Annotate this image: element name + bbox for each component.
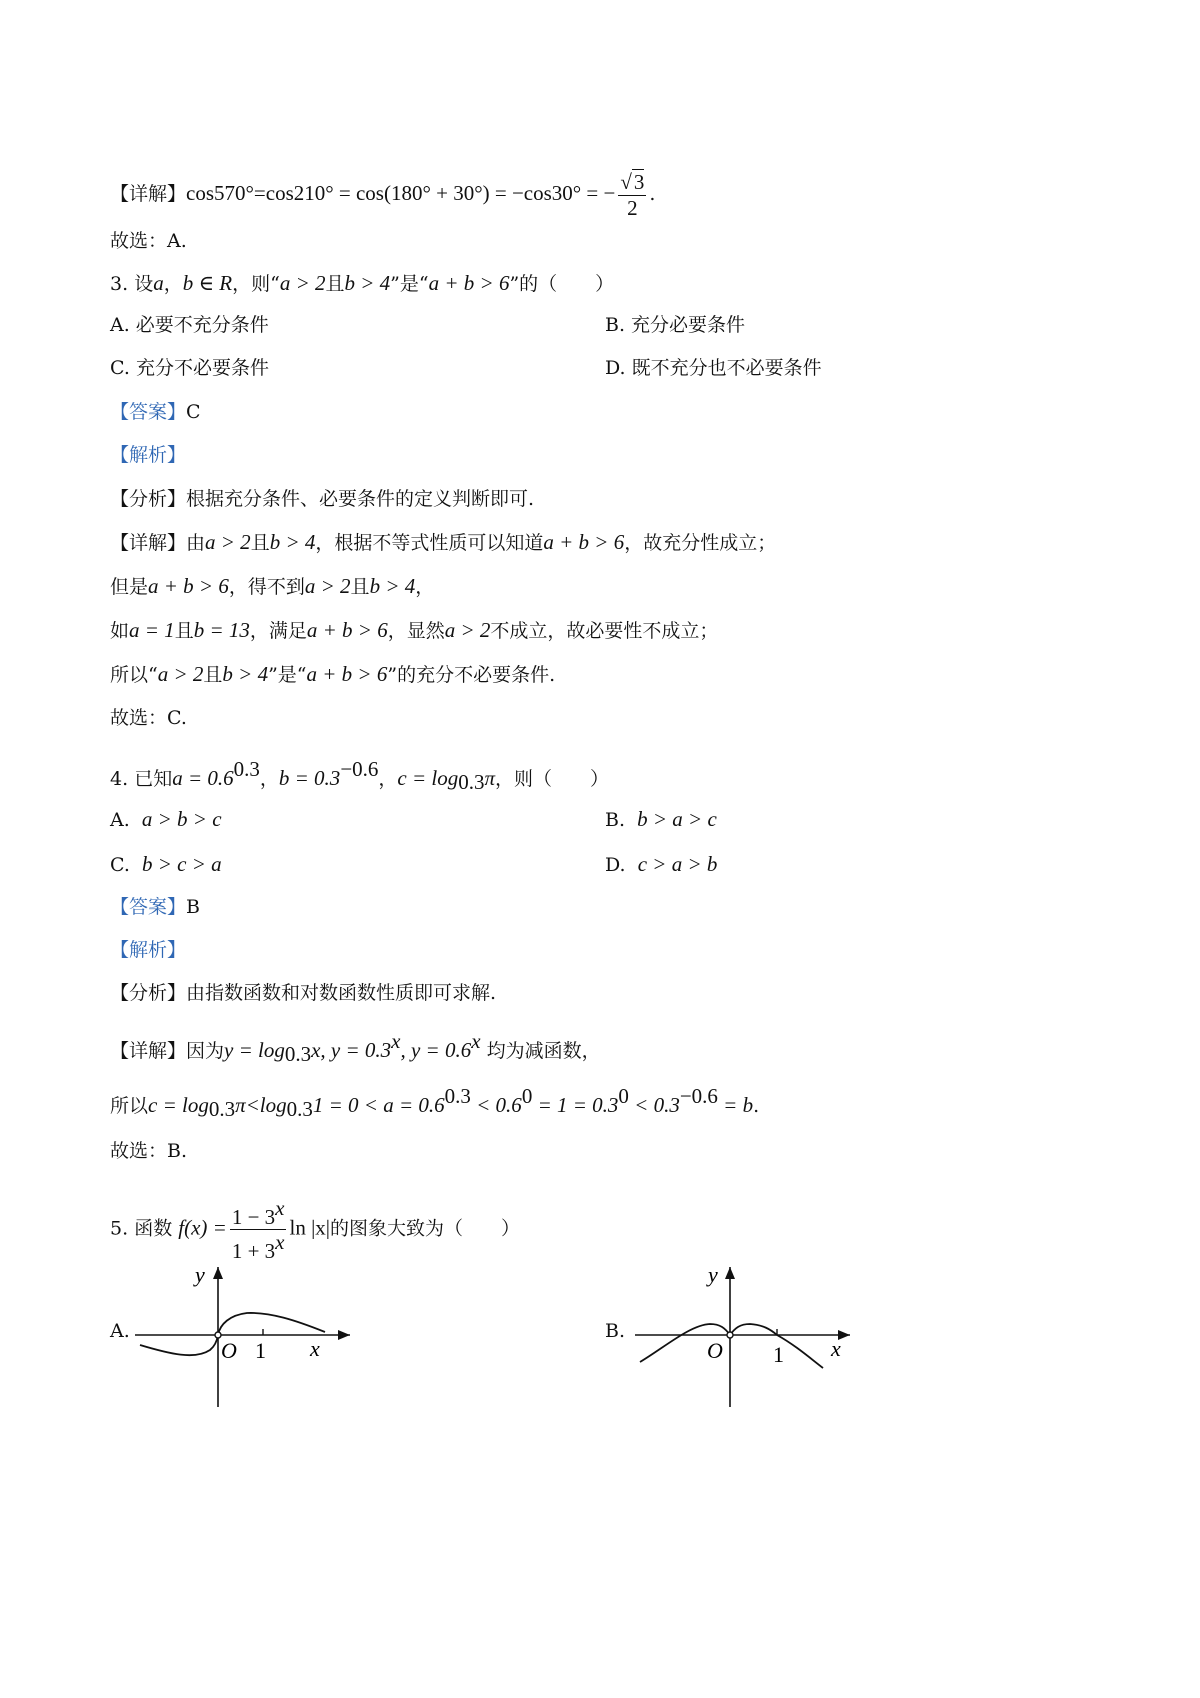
math: = 1 = 0.3	[532, 1093, 619, 1117]
cond-b-gt-4: b > 4	[344, 271, 391, 295]
q2-detail-line	[110, 170, 655, 220]
math: b > 4	[269, 530, 316, 554]
q4-text: 已知	[134, 768, 173, 790]
y-label: y	[708, 1262, 718, 1287]
q4-jiexi: 【解析】	[110, 939, 187, 961]
q5-stem	[110, 1196, 520, 1263]
math: a + b > 6	[148, 574, 229, 598]
option-letter: A.	[110, 809, 130, 831]
frac-den: 2	[627, 196, 638, 220]
q5-option-b-label[interactable]: B.	[605, 1320, 626, 1342]
a-def: a = 0.6	[172, 766, 234, 790]
q3-text: 且	[325, 273, 345, 295]
cond-sum: a + b > 6	[428, 271, 510, 295]
math: π<log	[235, 1093, 287, 1117]
subscript: 0.3	[458, 770, 485, 794]
den-text: 1 + 3	[231, 1239, 276, 1263]
q5-graph-b[interactable]	[635, 1262, 855, 1412]
detail-text: ，满足	[249, 620, 307, 642]
exponent: 0	[521, 1084, 533, 1108]
math: a = 1	[129, 618, 175, 642]
detail-text: ”的充分不必要条件.	[387, 664, 556, 686]
b-in-R: b ∈ R	[182, 271, 233, 295]
frac-num: 3	[633, 170, 645, 194]
detail-text: 【详解】由	[110, 532, 206, 554]
exponent: x	[275, 1196, 285, 1220]
subscript: 0.3	[208, 1097, 236, 1121]
y-label: y	[195, 1262, 205, 1287]
q2-choice: 故选：A.	[110, 230, 187, 252]
q2-expression: cos570°=cos210° = cos(180° + 30°) = −cos30° = −	[186, 181, 616, 205]
f-of-x: f(x) =	[178, 1215, 227, 1240]
q3-number: 3.	[110, 273, 129, 295]
q3-analysis: 【分析】根据充分条件、必要条件的定义判断即可.	[110, 488, 535, 510]
answer-value: B	[186, 896, 200, 918]
math: c = log	[148, 1093, 209, 1117]
detail-text: 均为减函数，	[480, 1040, 601, 1062]
q3-detail-1	[110, 527, 776, 558]
x-axis-arrow	[338, 1330, 350, 1340]
detail-text: ，根据不等式性质可以知道	[315, 532, 544, 554]
math: b > 4	[369, 574, 416, 598]
var-a: a	[153, 271, 164, 295]
q3-option-a[interactable]: A. 必要不充分条件	[110, 314, 269, 336]
q3-stem	[110, 268, 614, 299]
option-letter: D.	[605, 854, 626, 876]
math: a + b > 6	[543, 530, 625, 554]
origin-label: O	[707, 1338, 723, 1363]
math: , y = 0.6	[400, 1038, 472, 1062]
math: a > 2	[205, 530, 251, 554]
q3-detail-3	[110, 615, 718, 646]
q4-detail-2	[110, 1081, 759, 1124]
q3-option-c[interactable]: C. 充分不必要条件	[110, 357, 269, 379]
q5-text: 的图象大致为（ ）	[329, 1217, 520, 1240]
tick-label-1: 1	[255, 1338, 266, 1363]
y-axis-arrow	[213, 1267, 223, 1279]
detail-text: ，	[415, 576, 435, 598]
open-point	[727, 1332, 733, 1338]
option-math: b > a > c	[637, 807, 717, 831]
math: 1 = 0 < a = 0.6	[312, 1093, 445, 1117]
exponent: 0	[618, 1084, 629, 1108]
q4-option-b[interactable]	[605, 804, 717, 835]
sqrt3-over-2: $\frac{√3}{2}$	[620, 170, 645, 220]
math: = b	[717, 1093, 754, 1117]
detail-text: 【详解】因为	[110, 1040, 225, 1062]
exponent: x	[471, 1029, 481, 1053]
q4-option-c[interactable]	[110, 849, 222, 880]
q4-choice: 故选：B.	[110, 1140, 188, 1162]
q4-detail-1	[110, 1026, 601, 1069]
q3-option-b[interactable]: B. 充分必要条件	[605, 314, 746, 336]
answer-label: 【答案】	[110, 896, 187, 918]
detail-text: 且	[350, 576, 370, 598]
q3-option-d[interactable]: D. 既不充分也不必要条件	[605, 357, 822, 379]
q4-number: 4.	[110, 768, 129, 790]
option-math: c > a > b	[637, 852, 718, 876]
origin-label: O	[221, 1338, 237, 1363]
q3-detail-2	[110, 571, 434, 602]
q3-jiexi: 【解析】	[110, 444, 187, 466]
cond-a-gt-2: a > 2	[279, 271, 326, 295]
frac-den	[230, 1230, 287, 1263]
math: a > 2	[304, 574, 351, 598]
q5-fraction	[230, 1196, 287, 1263]
q3-text: ”的（ ）	[509, 273, 615, 295]
q5-text: 函数	[134, 1217, 173, 1240]
math: b > 4	[222, 662, 269, 686]
subscript: 0.3	[284, 1042, 312, 1066]
num-text: 1 − 3	[231, 1205, 276, 1229]
subscript: 0.3	[286, 1097, 313, 1121]
detail-text: ，显然	[387, 620, 445, 642]
q4-option-d[interactable]	[605, 849, 717, 880]
math: y = log	[224, 1038, 285, 1062]
curve-b	[640, 1324, 823, 1368]
detail-label: 【详解】	[110, 183, 187, 205]
detail-text: ”是“	[268, 664, 307, 686]
detail-text: ，得不到	[228, 576, 305, 598]
frac-num	[230, 1196, 287, 1230]
exponent: 0.3	[444, 1084, 471, 1108]
exponent: −0.6	[340, 757, 379, 781]
detail-text: 且	[250, 532, 270, 554]
x-label: x	[310, 1336, 320, 1361]
q4-option-a[interactable]	[110, 804, 222, 835]
detail-text: 不成立，故必要性不成立；	[490, 620, 719, 642]
q5-number: 5.	[110, 1217, 129, 1240]
math: x, y = 0.3	[311, 1038, 392, 1062]
detail-text: 且	[174, 620, 194, 642]
exponent: 0.3	[233, 757, 260, 781]
q4-text: ，则（ ）	[495, 768, 610, 790]
period: .	[649, 183, 656, 205]
q3-choice: 故选：C.	[110, 707, 187, 729]
detail-text: 如	[110, 620, 130, 642]
answer-label: 【答案】	[110, 401, 187, 423]
x-label: x	[831, 1336, 841, 1361]
option-math: a > b > c	[141, 807, 222, 831]
ln-abs-x: ln |x|	[289, 1215, 330, 1240]
exponent: −0.6	[679, 1084, 718, 1108]
answer-value: C	[186, 401, 201, 423]
pi: π	[484, 766, 496, 790]
q4-answer	[110, 892, 200, 922]
math: < 0.3	[628, 1093, 680, 1117]
q3-text: ”是“	[390, 273, 429, 295]
q5-option-a-label[interactable]: A.	[110, 1320, 130, 1342]
option-math: b > c > a	[142, 852, 222, 876]
exponent: x	[391, 1029, 401, 1053]
q3-answer	[110, 397, 201, 427]
q3-detail-4	[110, 659, 555, 690]
math: a + b > 6	[306, 618, 388, 642]
y-axis-arrow	[725, 1267, 735, 1279]
detail-text: 所以“	[110, 664, 158, 686]
period: .	[753, 1095, 760, 1117]
detail-text: 但是	[110, 576, 149, 598]
option-letter: B.	[605, 809, 626, 831]
math: a + b > 6	[306, 662, 388, 686]
q5-graph-a[interactable]	[135, 1262, 355, 1412]
b-def: b = 0.3	[278, 766, 341, 790]
math: b = 13	[193, 618, 250, 642]
q4-analysis: 【分析】由指数函数和对数函数性质即可求解.	[110, 982, 497, 1004]
q4-stem: 4. 已知$a = 0.6^{0.3}$，$b = 0.3^{-0.6}$，$c = \log_{0.3}\pi$，则（ ）	[110, 757, 610, 794]
exponent: x	[275, 1230, 285, 1254]
detail-text: ，故充分性成立；	[624, 532, 777, 554]
tick-label-1: 1	[773, 1342, 784, 1367]
option-letter: C.	[110, 854, 130, 876]
math: a > 2	[444, 618, 491, 642]
detail-text: 且	[203, 664, 223, 686]
detail-text: 所以	[110, 1095, 149, 1117]
c-def: c = log	[397, 766, 459, 790]
math: < 0.6	[470, 1093, 522, 1117]
math: a > 2	[157, 662, 204, 686]
q3-text: 设	[134, 273, 154, 295]
q3-text: ，	[163, 273, 183, 295]
q3-text: ，则“	[232, 273, 280, 295]
